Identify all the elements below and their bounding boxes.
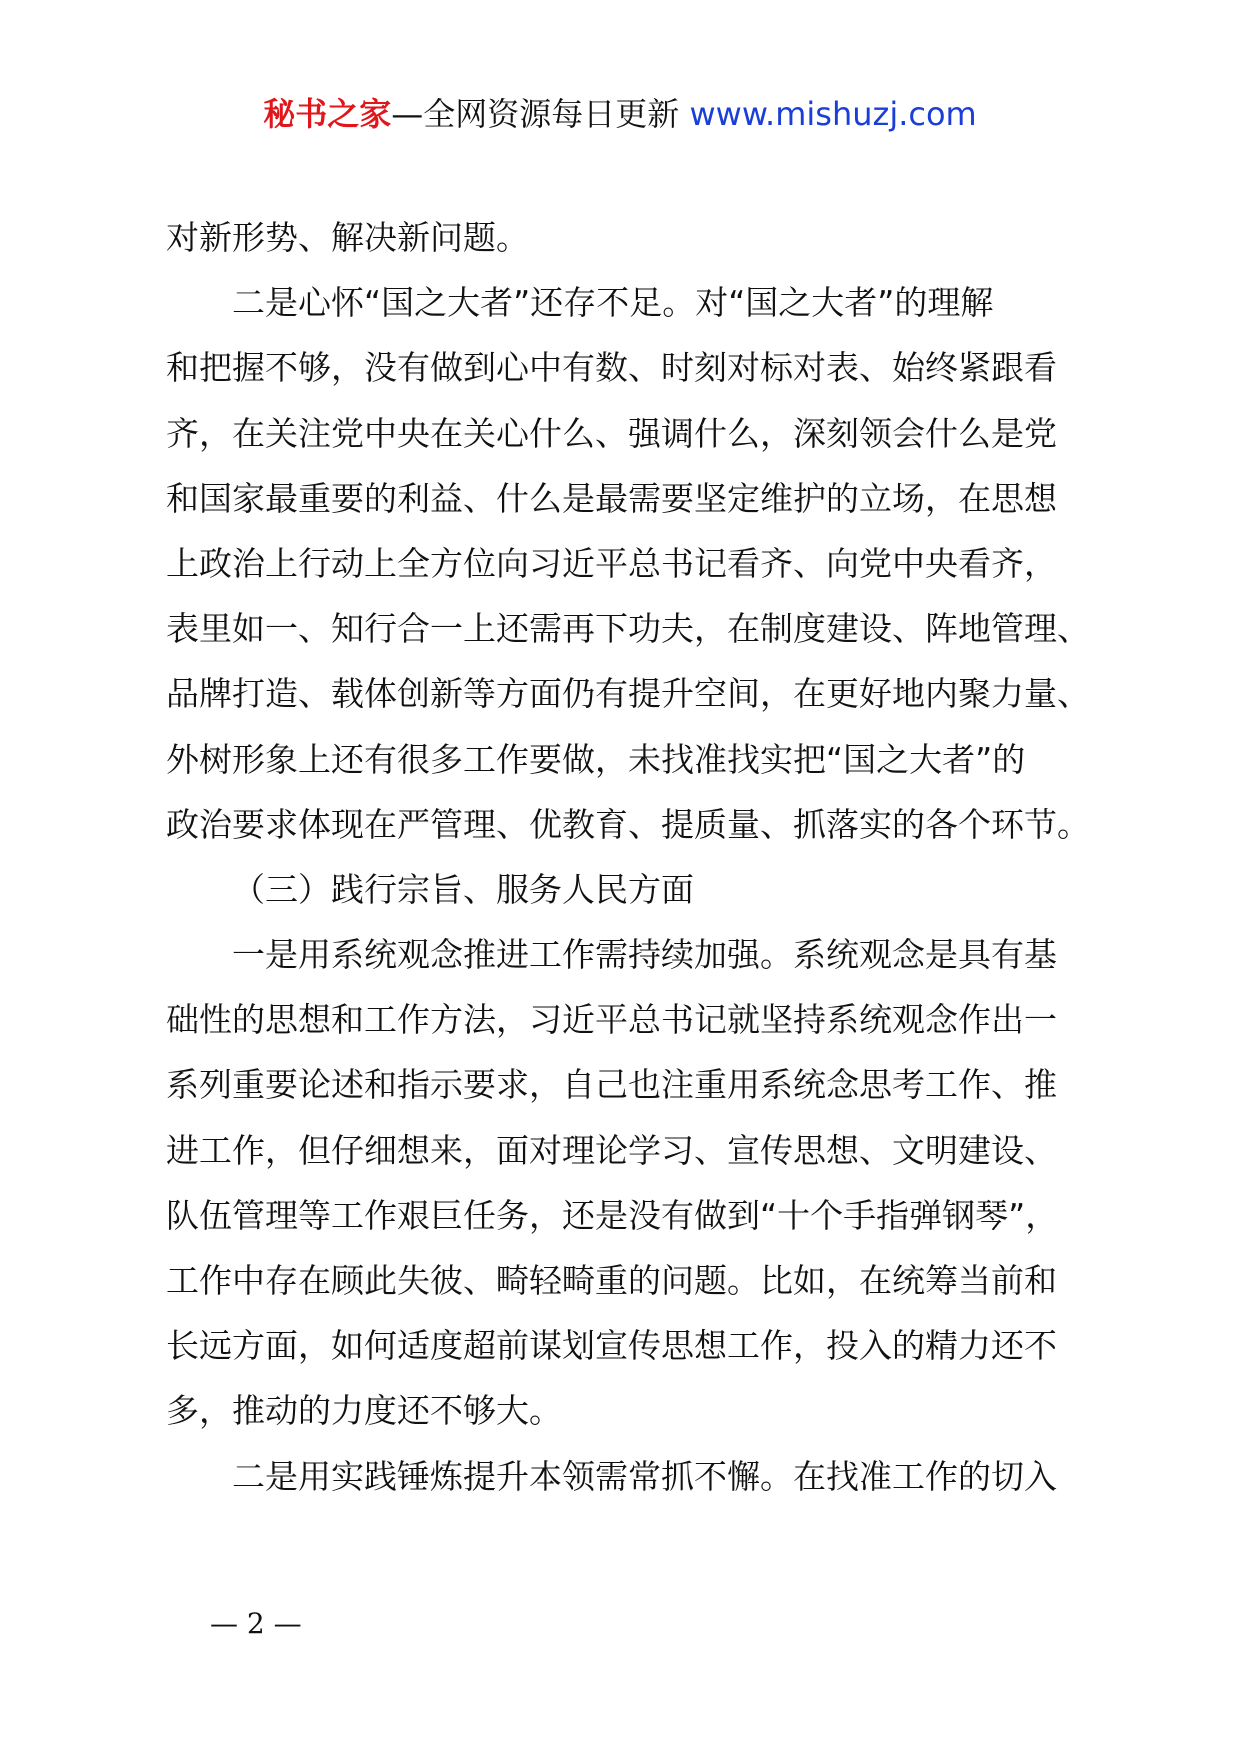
text-line: 品牌打造、载体创新等方面仍有提升空间，在更好地内聚力量、 xyxy=(166,674,1090,714)
text-line: 工作中存在顾此失彼、畸轻畸重的问题。比如，在统筹当前和 xyxy=(166,1261,1057,1300)
text-line: 系列重要论述和指示要求，自己也注重用系统念思考工作、推 xyxy=(166,1065,1057,1105)
site-tagline: —全网资源每日更新 xyxy=(391,95,690,133)
text-line: 长远方面，如何适度超前谋划宣传思想工作，投入的精力还不 xyxy=(166,1326,1057,1366)
text-line: 二是心怀“国之大者”还存不足。对“国之大者”的理解 xyxy=(232,283,994,323)
text-line: 外树形象上还有很多工作要做，未找准找实把“国之大者”的 xyxy=(166,739,1026,779)
text-line: 上政治上行动上全方位向习近平总书记看齐、向党中央看齐， xyxy=(166,543,1057,583)
text-line: 一是用系统观念推进工作需持续加强。系统观念是具有基 xyxy=(232,935,1057,975)
text-line: 进工作，但仔细想来，面对理论学习、宣传思想、文明建设、 xyxy=(166,1130,1057,1170)
text-line: 队伍管理等工作艰巨任务，还是没有做到“十个手指弹钢琴”， xyxy=(166,1195,1059,1235)
text-line: 多，推动的力度还不够大。 xyxy=(166,1391,562,1431)
text-line: 齐，在关注党中央在关心什么、强调什么，深刻领会什么是党 xyxy=(166,413,1057,453)
text-line: 对新形势、解决新问题。 xyxy=(166,218,529,257)
site-url[interactable]: www.mishuzj.com xyxy=(689,95,977,133)
text-line: 和把握不够，没有做到心中有数、时刻对标对表、始终紧跟看 xyxy=(166,348,1057,388)
text-line: 和国家最重要的利益、什么是最需要坚定维护的立场，在思想 xyxy=(166,478,1057,518)
site-brand: 秘书之家 xyxy=(263,95,392,133)
text-line: 二是用实践锤炼提升本领需常抓不懈。在找准工作的切入 xyxy=(232,1456,1057,1496)
text-line: 表里如一、知行合一上还需再下功夫，在制度建设、阵地管理、 xyxy=(166,609,1090,649)
document-body xyxy=(166,205,1126,1509)
page-header xyxy=(0,92,1240,136)
text-line: （三）践行宗旨、服务人民方面 xyxy=(232,869,694,909)
text-line: 政治要求体现在严管理、优教育、提质量、抓落实的各个环节。 xyxy=(166,804,1090,844)
text-line: 础性的思想和工作方法，习近平总书记就坚持系统观念作出一 xyxy=(166,1000,1057,1040)
page-number: — 2 — xyxy=(210,1607,302,1640)
